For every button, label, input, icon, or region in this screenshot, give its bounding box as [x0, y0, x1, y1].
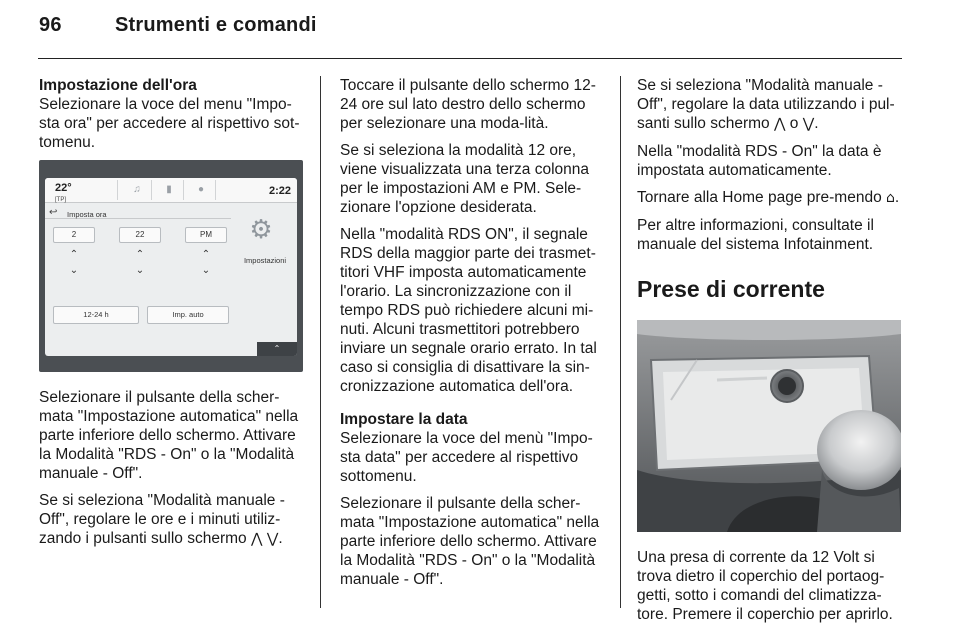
- settings-label: Impostazioni: [243, 256, 287, 265]
- ampm-value: PM: [185, 227, 227, 243]
- paragraph-text: Se si seleziona "Modalità manuale - Off", regolare le ore e i minuti utiliz-zando i pulsanti sullo schermo: [39, 492, 285, 547]
- hour-value: 2: [53, 227, 95, 243]
- punctuation: .: [278, 530, 283, 547]
- power-outlet-illustration: [637, 320, 901, 532]
- paragraph-text: o: [789, 115, 799, 132]
- section-heading-time: Impostazione dell'ora: [39, 77, 197, 94]
- infotainment-screenshot: [39, 160, 303, 372]
- paragraph-text: Tornare alla Home page pre-mendo: [637, 189, 882, 206]
- paragraph: Nella "modalità RDS - On" la data è impostata automaticamente.: [637, 143, 882, 179]
- column-2: [340, 76, 608, 597]
- separator: [215, 180, 216, 200]
- info-icon: ●: [197, 184, 205, 195]
- page-title: Strumenti e comandi: [115, 14, 317, 36]
- paragraph: [39, 491, 307, 549]
- section-title-power-outlets: Prese di corrente: [637, 276, 825, 302]
- ampm-down-icon[interactable]: ⌄: [201, 265, 211, 276]
- music-icon: ♫: [133, 184, 141, 195]
- 12-24h-button[interactable]: 12-24 h: [53, 306, 139, 324]
- phone-icon: ▮: [166, 184, 172, 195]
- paragraph: [637, 188, 905, 208]
- separator: [151, 180, 152, 200]
- column-divider-1: [320, 76, 321, 608]
- settings-gear-icon[interactable]: ⚙: [249, 215, 273, 245]
- paragraph: Selezionare la voce del menù "Impo-sta data" per accedere al rispettivo sottomenu.: [340, 430, 593, 485]
- separator: [183, 180, 184, 200]
- screen-title: Imposta ora: [67, 210, 107, 219]
- paragraph: Selezionare la voce del menu "Impo-sta ora" per accedere al rispettivo sot-tomenu.: [39, 96, 300, 151]
- paragraph-text: Se si seleziona "Modalità manuale - Off", regolare la data utilizzando i pul-santi sullo schermo: [637, 77, 895, 132]
- paragraph: Nella "modalità RDS ON", il segnale RDS della maggior parte dei trasmet-titori VHF imposta automaticamente l'orario. La sincronizzazione con il tempo RDS può richiedere alcuni mi-nuti. Alcuni trasmettitori potrebbero inviare un segnale orario errato. In tal caso si consiglia di disattivare la sin-cronizzazione automatica dell'ora.: [340, 226, 597, 395]
- header-divider: [38, 58, 902, 59]
- home-icon: ⌂: [886, 190, 895, 206]
- paragraph: [637, 76, 905, 134]
- power-outlet-photo: [637, 320, 901, 532]
- paragraph: Se si seleziona la modalità 12 ore, viene visualizzata una terza colonna per le impostazioni AM e PM. Sele-zionare l'opzione desiderata.: [340, 142, 590, 216]
- screen-title-row: [45, 203, 231, 219]
- ampm-up-icon[interactable]: ⌃: [201, 249, 211, 260]
- screen: [45, 178, 297, 356]
- minute-down-icon[interactable]: ⌄: [135, 265, 145, 276]
- tp-indicator: [TP]: [55, 197, 67, 203]
- hour-down-icon[interactable]: ⌄: [69, 265, 79, 276]
- section-heading-date: Impostare la data: [340, 411, 468, 428]
- up-down-arrows-icon: ⋀ ⋁: [250, 531, 279, 547]
- paragraph: Selezionare il pulsante della scher-mata "Impostazione automatica" nella parte inferiore dello schermo. Attivare la Modalità "RDS - On" o la "Modalità manuale - Off".: [340, 495, 600, 588]
- status-bar: [45, 178, 297, 203]
- page-header: [39, 14, 317, 37]
- down-arrow-icon: ⋁: [802, 116, 815, 132]
- auto-set-button[interactable]: Imp. auto: [147, 306, 229, 324]
- temperature: 22°: [55, 182, 72, 194]
- paragraph: Toccare il pulsante dello schermo 12-24 ore sul lato destro dello schermo per selezionare una moda-lità.: [340, 77, 596, 132]
- column-1: [39, 76, 307, 557]
- paragraph: Per altre informazioni, consultate il manuale del sistema Infotainment.: [637, 217, 874, 253]
- separator: [117, 180, 118, 200]
- hour-up-icon[interactable]: ⌃: [69, 249, 79, 260]
- clock: 2:22: [268, 185, 291, 197]
- expand-caret-icon[interactable]: ⌃: [257, 342, 297, 356]
- paragraph: Una presa di corrente da 12 Volt si trova dietro il coperchio del portaog-getti, sotto i comandi del climatizza-tore. Premere il coperchio per aprirlo.: [637, 549, 893, 623]
- punctuation: .: [894, 189, 900, 206]
- minute-value: 22: [119, 227, 161, 243]
- column-3: [637, 76, 905, 632]
- column-divider-2: [620, 76, 621, 608]
- punctuation: .: [814, 115, 819, 132]
- paragraph: Selezionare il pulsante della scher-mata "Impostazione automatica" nella parte inferiore dello schermo. Attivare la Modalità "RDS - On" o la "Modalità manuale - Off".: [39, 389, 299, 482]
- up-arrow-icon: ⋀: [773, 116, 786, 132]
- minute-up-icon[interactable]: ⌃: [135, 249, 145, 260]
- page-number: 96: [39, 14, 62, 36]
- back-arrow-icon[interactable]: ↩: [49, 207, 58, 218]
